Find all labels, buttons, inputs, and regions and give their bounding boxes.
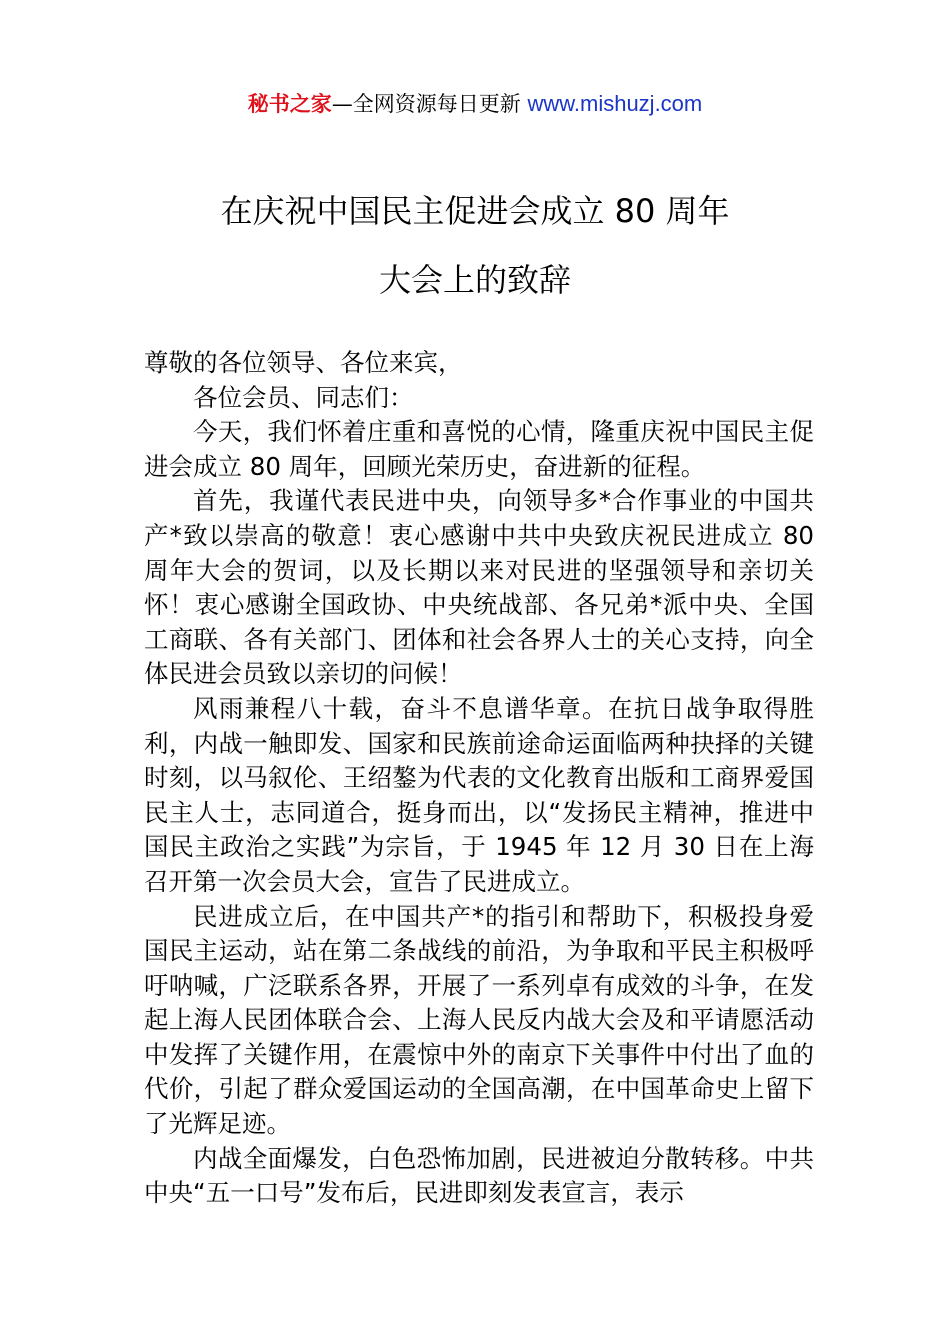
site-tagline: —全网资源每日更新 bbox=[331, 92, 528, 116]
document-body bbox=[144, 346, 814, 1211]
site-url[interactable]: www.mishuzj.com bbox=[527, 91, 703, 116]
site-header bbox=[0, 88, 950, 120]
body-paragraph: 民进成立后，在中国共产*的指引和帮助下，积极投身爱国民主运动，站在第二条战线的前沿，为争取和平民主积极呼吁呐喊，广泛联系各界，开展了一系列卓有成效的斗争，在发起上海人民团体联合会、上海人民反内战大会及和平请愿活动中发挥了关键作用，在震惊中外的南京下关事件中付出了血的代价，引起了群众爱国运动的全国高潮，在中国革命史上留下了光辉足迹。 bbox=[144, 901, 814, 1139]
document-title-line-1: 在庆祝中国民主促进会成立 80 周年 bbox=[220, 192, 730, 230]
body-paragraph: 风雨兼程八十载，奋斗不息谱华章。在抗日战争取得胜利，内战一触即发、国家和民族前途命运面临两种抉择的关键时刻，以马叙伦、王绍鏊为代表的文化教育出版和工商界爱国民主人士，志同道合，挺身而出，以“发扬民主精神，推进中国民主政治之实践”为宗旨，于 1945 年 12 月 30 日在上海召开第一次会员大会，宣告了民进成立。 bbox=[144, 693, 814, 896]
salutation-secondary: 各位会员、同志们： bbox=[193, 382, 414, 412]
body-paragraph: 今天，我们怀着庄重和喜悦的心情，隆重庆祝中国民主促进会成立 80 周年，回顾光荣历史，奋进新的征程。 bbox=[144, 417, 814, 481]
brand-name: 秘书之家 bbox=[247, 92, 332, 116]
body-paragraph: 内战全面爆发，白色恐怖加剧，民进被迫分散转移。中共中央“五一口号”发布后，民进即刻发表宣言，表示 bbox=[144, 1143, 814, 1208]
body-paragraph: 首先，我谨代表民进中央，向领导多*合作事业的中国共产*致以崇高的敬意！衷心感谢中共中央致庆祝民进成立 80 周年大会的贺词，以及长期以来对民进的坚强领导和亲切关怀！衷心感谢全国政协、中央统战部、各兄弟*派中央、全国工商联、各有关部门、团体和社会各界人士的关心支持，向全体民进会员致以亲切的问候！ bbox=[144, 486, 814, 689]
salutation: 尊敬的各位领导、各位来宾， bbox=[144, 348, 463, 377]
document-title-line-2: 大会上的致辞 bbox=[378, 261, 571, 299]
